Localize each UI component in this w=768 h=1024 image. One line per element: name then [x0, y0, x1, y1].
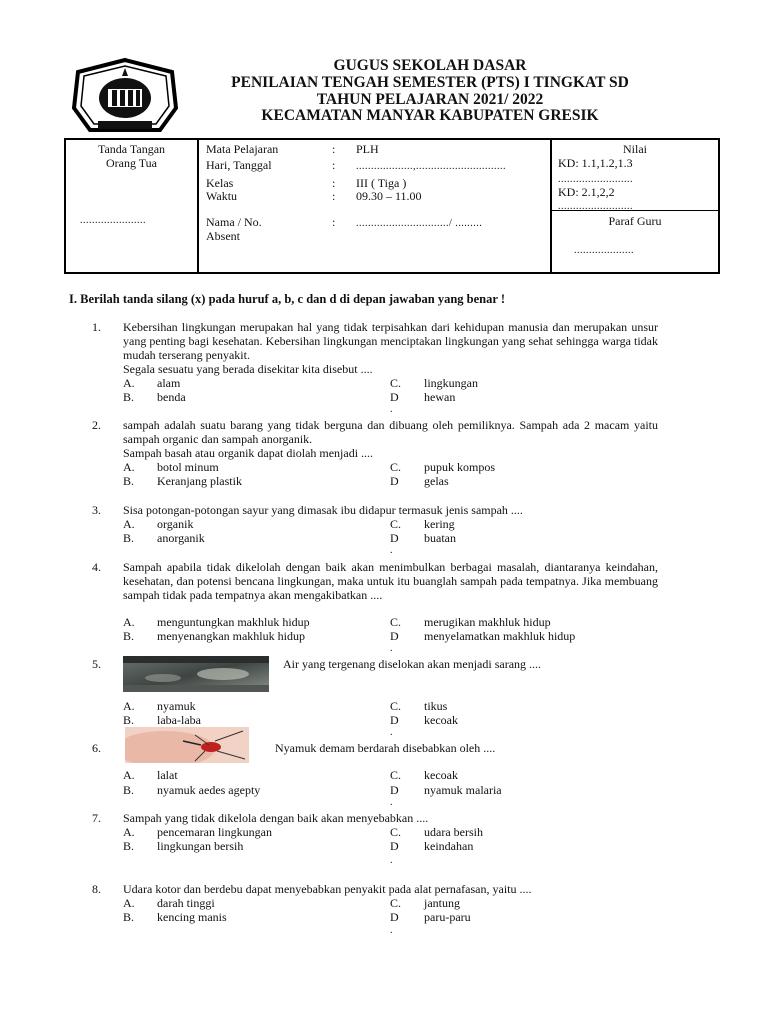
header-line3: TAHUN PELAJARAN 2021/ 2022 [316, 91, 544, 108]
question-number: 4. [92, 560, 101, 574]
option-d[interactable]: D keindahan [390, 839, 474, 853]
header-line1: GUGUS SEKOLAH DASAR [333, 57, 527, 74]
parent-signature-cell [66, 140, 199, 272]
kd2: KD: 2.1,2,2 [558, 185, 615, 199]
header-line2: PENILAIAN TENGAH SEMESTER (PTS) I TINGKAT SD [231, 74, 629, 91]
mosquito-photo [125, 727, 249, 763]
dot: . [390, 727, 393, 738]
dot: . [390, 855, 393, 866]
option-a[interactable]: A. alam [123, 376, 181, 390]
divider [552, 210, 718, 211]
question-text: sampah adalah suatu barang yang tidak berguna dan dibuang oleh pemiliknya. Sampah ada 2 macam yaitu sampah organic dan sampah anorganik. [123, 418, 658, 446]
paraf-title: Paraf Guru [608, 214, 662, 228]
option-d[interactable]: D hewan [390, 390, 456, 404]
option-a[interactable]: A. nyamuk [123, 699, 196, 713]
label-absent: Absent [206, 229, 240, 243]
colon: : [332, 158, 336, 172]
value-nama: .............................../ ......... [356, 218, 483, 229]
gutter-water-photo [123, 656, 269, 692]
option-a[interactable]: A. menguntungkan makhluk hidup [123, 615, 310, 629]
option-a[interactable]: A. botol minum [123, 460, 219, 474]
option-d[interactable]: D kecoak [390, 713, 458, 727]
colon: : [332, 215, 336, 229]
label-nama: Nama / No. [206, 215, 262, 229]
kd1: KD: 1.1,1.2,1.3 [558, 156, 633, 170]
option-d[interactable]: D nyamuk malaria [390, 783, 502, 797]
label-hari-tanggal: Hari, Tanggal [206, 158, 272, 172]
option-c[interactable]: C. merugikan makhluk hidup [390, 615, 551, 629]
option-c[interactable]: C. kecoak [390, 768, 458, 782]
label-waktu: Waktu [206, 189, 238, 203]
question-text: Sampah apabila tidak dikelolah dengan baik akan menimbulkan berbagai masalah, diantaranya keindahan, kesehatan, dan potensi bencana lingkungan, maka untuk itu buanglah sampah pada tempatnya. Jika membuang sampah tidak pada tempatnya akan mengakibatkan .... [123, 560, 658, 602]
option-a[interactable]: A. pencemaran lingkungan [123, 825, 272, 839]
option-c[interactable]: C. jantung [390, 896, 460, 910]
question-text: Air yang tergenang diselokan akan menjadi sarang .... [283, 657, 542, 671]
option-b[interactable]: B. anorganik [123, 531, 205, 545]
question-number: 1. [92, 320, 101, 334]
option-d[interactable]: D paru-paru [390, 910, 471, 924]
question-prompt: Segala sesuatu yang berada disekitar kita disebut .... [123, 362, 373, 376]
dot: . [390, 797, 393, 808]
option-c[interactable]: C. kering [390, 517, 455, 531]
dot: . [390, 404, 393, 415]
question-text: Kebersihan lingkungan merupakan hal yang tidak terpisahkan dari kehidupan manusia dan merupakan unsur yang penting bagi kesehatan. Kebersihan lingkungan menciptakan lingkungan yang sehat sehingga warga tidak mudah terserang penyakit. [123, 320, 658, 362]
option-c[interactable]: C. tikus [390, 699, 448, 713]
dot: . [390, 545, 393, 556]
option-b[interactable]: B. menyenangkan makhluk hidup [123, 629, 305, 643]
value-waktu: 09.30 – 11.00 [356, 189, 422, 203]
question-number: 5. [92, 657, 101, 671]
parent-sign-title1: Tanda Tangan [97, 142, 166, 156]
option-c[interactable]: C. pupuk kompos [390, 460, 496, 474]
kd2-dots: ......................... [558, 201, 633, 212]
colon: : [332, 142, 336, 156]
option-d[interactable]: D buatan [390, 531, 456, 545]
option-a[interactable]: A. lalat [123, 768, 178, 782]
value-kelas: III ( Tiga ) [356, 176, 407, 190]
option-c[interactable]: C. udara bersih [390, 825, 483, 839]
question-number: 3. [92, 503, 101, 517]
option-c[interactable]: C. lingkungan [390, 376, 478, 390]
option-a[interactable]: A. darah tinggi [123, 896, 215, 910]
value-mata-pelajaran: PLH [356, 142, 379, 156]
option-b[interactable]: B. Keranjang plastik [123, 474, 242, 488]
question-number: 2. [92, 418, 101, 432]
gresik-logo [68, 56, 182, 136]
question-number: 7. [92, 811, 101, 825]
option-d[interactable]: D menyelamatkan makhluk hidup [390, 629, 576, 643]
colon: : [332, 189, 336, 203]
option-b[interactable]: B. nyamuk aedes agepty [123, 783, 261, 797]
nilai-title: Nilai [623, 142, 647, 156]
option-a[interactable]: A. organik [123, 517, 194, 531]
parent-sign-dots: ...................... [80, 215, 146, 226]
option-b[interactable]: B. laba-laba [123, 713, 201, 727]
option-b[interactable]: B. lingkungan bersih [123, 839, 244, 853]
option-b[interactable]: B. benda [123, 390, 186, 404]
instruction: I. Berilah tanda silang (x) pada huruf a, b, c dan d di depan jawaban yang benar ! [69, 292, 505, 306]
question-text: Udara kotor dan berdebu dapat menyebabkan penyakit pada alat pernafasan, yaitu .... [123, 882, 532, 896]
kd1-dots: ......................... [558, 174, 633, 185]
label-kelas: Kelas [206, 176, 234, 190]
score-cell [550, 140, 718, 272]
question-prompt: Sampah basah atau organik dapat diolah menjadi .... [123, 446, 374, 460]
option-d[interactable]: D gelas [390, 474, 449, 488]
question-number: 6. [92, 741, 101, 755]
colon: : [332, 176, 336, 190]
label-mata-pelajaran: Mata Pelajaran [206, 142, 279, 156]
dot: . [390, 925, 393, 936]
dot: . [390, 643, 393, 654]
question-text: Nyamuk demam berdarah disebabkan oleh .... [275, 741, 496, 755]
header-line4: KECAMATAN MANYAR KABUPATEN GRESIK [261, 107, 599, 124]
value-hari-tanggal: ...................,.............................. [356, 161, 506, 172]
parent-sign-title2: Orang Tua [105, 156, 157, 170]
option-b[interactable]: B. kencing manis [123, 910, 227, 924]
question-text: Sisa potongan-potongan sayur yang dimasak ibu didapur termasuk jenis sampah .... [123, 503, 523, 517]
identity-table [64, 138, 720, 274]
question-number: 8. [92, 882, 101, 896]
question-text: Sampah yang tidak dikelola dengan baik akan menyebabkan .... [123, 811, 429, 825]
paraf-dots: .................... [574, 245, 634, 256]
